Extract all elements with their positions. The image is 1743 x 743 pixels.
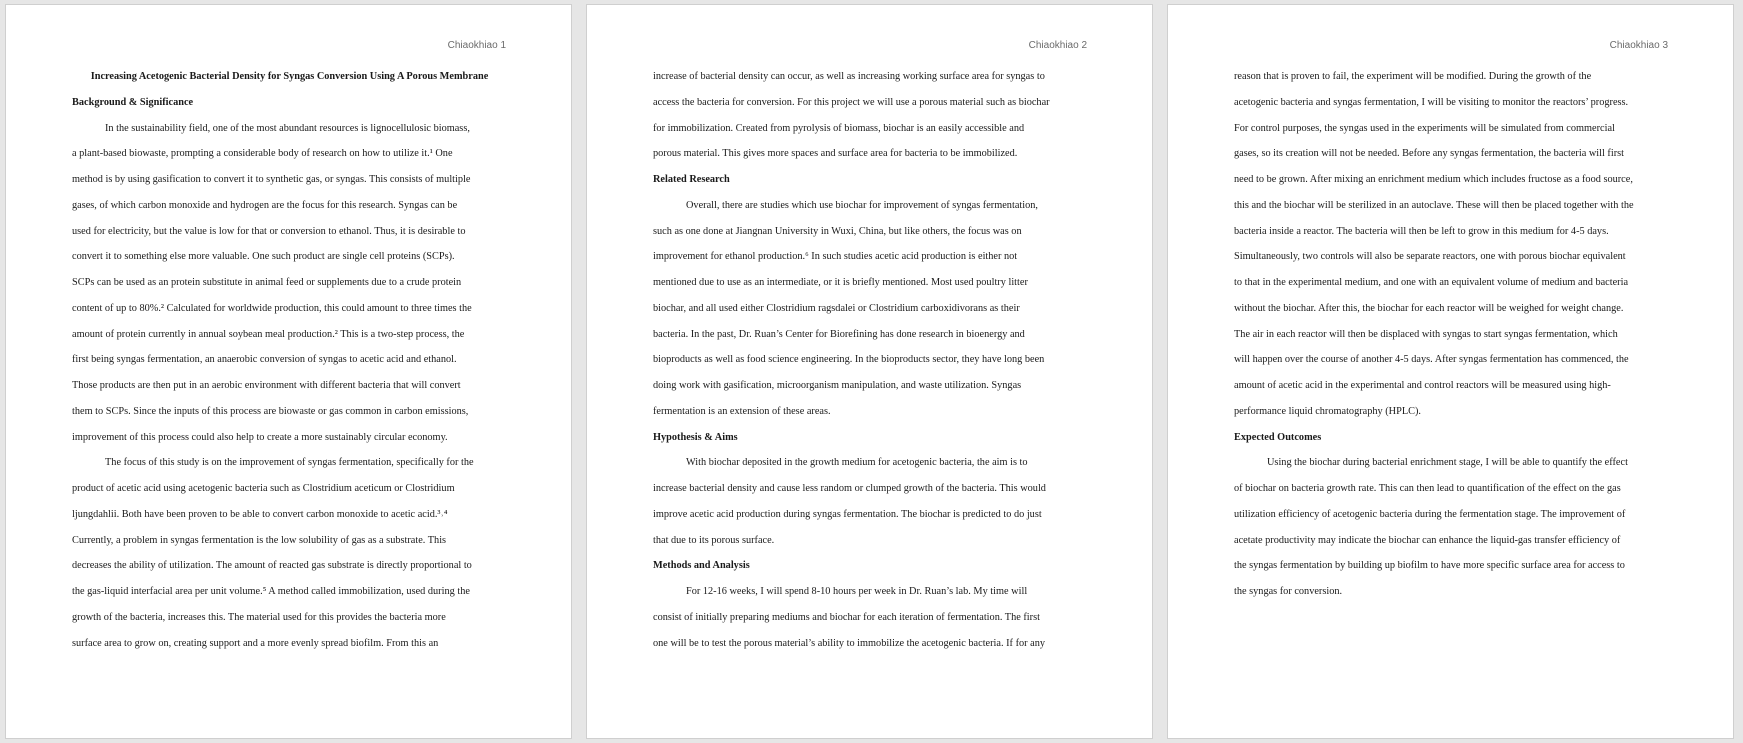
paragraph-line: will happen over the course of another 4-5 days. After syngas fermentation has commenced, the — [1234, 354, 1629, 366]
paragraph-line: that due to its porous surface. — [653, 534, 775, 546]
paragraph-line: them to SCPs. Since the inputs of this process are biowaste or gas common in carbon emissions, — [72, 405, 469, 417]
paragraph-line: product of acetic acid using acetogenic bacteria such as Clostridium aceticum or Clostridium — [72, 483, 455, 494]
paragraph-line: improve acetic acid production during syngas fermentation. The biochar is predicted to do just — [653, 508, 1042, 520]
page-header: Chiaokhiao 2 — [1028, 40, 1087, 51]
paragraph-line: decreases the ability of utilization. The amount of reacted gas substrate is directly proportional to — [72, 560, 472, 572]
paragraph-line: The air in each reactor will then be displaced with syngas to start syngas fermentation, which — [1234, 328, 1618, 340]
paragraph-line: the syngas fermentation by building up biofilm to have more specific surface area for access to — [1234, 560, 1625, 572]
paragraph-line: amount of protein currently in annual soybean meal production.² This is a two-step process, the — [72, 328, 465, 340]
paragraph-line: bacteria. In the past, Dr. Ruan’s Center for Biorefining has done research in bioenergy and — [653, 328, 1025, 340]
paragraph-line: one will be to test the porous material’s ability to immobilize the acetogenic bacteria. If for any — [653, 637, 1046, 649]
paragraph-line: content of up to 80%.² Calculated for worldwide production, this could amount to three times the — [72, 302, 472, 314]
paragraph-line: gases, of which carbon monoxide and hydrogen are the focus for this research. Syngas can be — [72, 199, 458, 211]
document-title: Increasing Acetogenic Bacterial Density for Syngas Conversion Using A Porous Membrane — [90, 71, 489, 82]
paragraph-line: increase bacterial density and cause less random or clumped growth of the bacteria. This would — [653, 483, 1046, 494]
section-heading: Hypothesis & Aims — [653, 431, 738, 443]
paragraph-line: growth of the bacteria, increases this. The material used for this provides the bacteria more — [72, 611, 446, 623]
paragraph-line: consist of initially preparing mediums and biochar for each iteration of fermentation. The first — [653, 611, 1040, 623]
paragraph-first-line: In the sustainability field, one of the most abundant resources is lignocellulosic biomass, — [105, 122, 470, 134]
page-body — [1234, 64, 1669, 605]
paragraph-line: performance liquid chromatography (HPLC). — [1234, 405, 1422, 417]
paragraph-line: of biochar on bacteria growth rate. This can then lead to quantification of the effect on the gas — [1234, 483, 1621, 494]
paragraph-line: for immobilization. Created from pyrolysis of biomass, biochar is an easily accessible and — [653, 122, 1025, 134]
document-page-3 — [1167, 4, 1734, 739]
section-heading: Related Research — [653, 174, 730, 185]
paragraph-first-line: Overall, there are studies which use biochar for improvement of syngas fermentation, — [686, 199, 1038, 211]
paragraph-line: reason that is proven to fail, the experiment will be modified. During the growth of the — [1234, 71, 1592, 82]
paragraph-line: this and the biochar will be sterilized in an autoclave. These will then be placed together with the — [1234, 199, 1634, 211]
paragraph-first-line: For 12-16 weeks, I will spend 8-10 hours per week in Dr. Ruan’s lab. My time will — [686, 586, 1028, 597]
paragraph-line: Currently, a problem in syngas fermentation is the low solubility of gas as a substrate. This — [72, 534, 447, 546]
paragraph-line: doing work with gasification, microorganism manipulation, and waste utilization. Syngas — [653, 380, 1022, 391]
paragraph-line: acetate productivity may indicate the biochar can enhance the liquid-gas transfer efficiency of — [1234, 534, 1621, 546]
paragraph-line: utilization efficiency of acetogenic bacteria during the fermentation stage. The improvement of — [1234, 508, 1626, 520]
paragraph-line: SCPs can be used as an protein substitute in animal feed or supplements due to a crude protein — [72, 277, 462, 288]
paragraph-line: porous material. This gives more spaces and surface area for bacteria to be immobilized. — [653, 148, 1018, 160]
paragraph-line: ljungdahlii. Both have been proven to be able to convert carbon monoxide to acetic acid.³˒⁴ — [72, 508, 448, 520]
paragraph-line: access the bacteria for conversion. For this project we will use a porous material such as biochar — [653, 96, 1050, 108]
page-body — [653, 64, 1088, 656]
paragraph-line: improvement of this process could also help to create a more sustainably circular economy. — [72, 431, 448, 443]
paragraph-line: fermentation is an extension of these areas. — [653, 405, 831, 417]
paragraph-line: increase of bacterial density can occur, as well as increasing working surface area for syngas to — [653, 71, 1045, 82]
paragraph-line: gases, so its creation will not be needed. Before any syngas fermentation, the bacteria will first — [1234, 148, 1625, 160]
paragraph-line: surface area to grow on, creating support and a more evenly spread biofilm. From this an — [72, 637, 439, 649]
document-page-2 — [586, 4, 1153, 739]
document-page-1 — [5, 4, 572, 739]
paragraph-first-line: Using the biochar during bacterial enrichment stage, I will be able to quantify the effect — [1267, 457, 1628, 469]
paragraph-line: bacteria inside a reactor. The bacteria will then be left to grow in this medium for 4-5 days. — [1234, 225, 1609, 237]
paragraph-line: improvement for ethanol production.⁶ In such studies acetic acid production is either not — [653, 251, 1018, 263]
page-header: Chiaokhiao 3 — [1609, 40, 1668, 51]
paragraph-line: without the biochar. After this, the biochar for each reactor will be weighed for weight change. — [1234, 302, 1624, 314]
paragraph-line: method is by using gasification to convert it to synthetic gas, or syngas. This consists of multiple — [72, 174, 471, 185]
paragraph-line: biochar, and all used either Clostridium ragsdalei or Clostridium carboxidivorans as their — [653, 302, 1020, 314]
section-heading: Expected Outcomes — [1234, 431, 1322, 443]
paragraph-line: such as one done at Jiangnan University in Wuxi, China, but like others, the focus was on — [653, 225, 1022, 237]
paragraph-line: For control purposes, the syngas used in the experiments will be simulated from commercial — [1234, 122, 1615, 134]
section-heading: Background & Significance — [72, 96, 194, 108]
paragraph-line: Simultaneously, two controls will also be separate reactors, one with porous biochar equivalent — [1234, 251, 1626, 263]
paragraph-line: the syngas for conversion. — [1234, 586, 1343, 597]
paragraph-line: first being syngas fermentation, an anaerobic conversion of syngas to acetic acid and ethanol. — [72, 354, 457, 366]
paragraph-line: a plant-based biowaste, prompting a considerable body of research on how to utilize it.¹ One — [72, 148, 453, 160]
page-body — [72, 64, 507, 656]
paragraph-line: need to be grown. After mixing an enrichment medium which includes fructose as a food source, — [1234, 174, 1633, 185]
paragraph-first-line: The focus of this study is on the improvement of syngas fermentation, specifically for the — [105, 457, 474, 469]
section-heading: Methods and Analysis — [653, 560, 750, 572]
paragraph-line: Those products are then put in an aerobic environment with different bacteria that will convert — [72, 380, 461, 391]
paragraph-first-line: With biochar deposited in the growth medium for acetogenic bacteria, the aim is to — [686, 457, 1028, 469]
paragraph-line: bioproducts as well as food science engineering. In the bioproducts sector, they have long been — [653, 354, 1045, 366]
paragraph-line: used for electricity, but the value is low for that or conversion to ethanol. Thus, it is desirable to — [72, 225, 466, 237]
paragraph-line: convert it to something else more valuable. One such product are single cell proteins (SCPs). — [72, 251, 455, 263]
paragraph-line: the gas-liquid interfacial area per unit volume.⁵ A method called immobilization, used during the — [72, 586, 470, 597]
paragraph-line: mentioned due to use as an intermediate, or it is briefly mentioned. Most used poultry litter — [653, 277, 1028, 288]
page-header: Chiaokhiao 1 — [447, 40, 506, 51]
paragraph-line: acetogenic bacteria and syngas fermentation, I will be visiting to monitor the reactors’ progress. — [1234, 96, 1629, 108]
paragraph-line: amount of acetic acid in the experimental and control reactors will be measured using high- — [1234, 380, 1611, 391]
paragraph-line: to that in the experimental medium, and one with an equivalent volume of medium and bacteria — [1234, 277, 1629, 288]
